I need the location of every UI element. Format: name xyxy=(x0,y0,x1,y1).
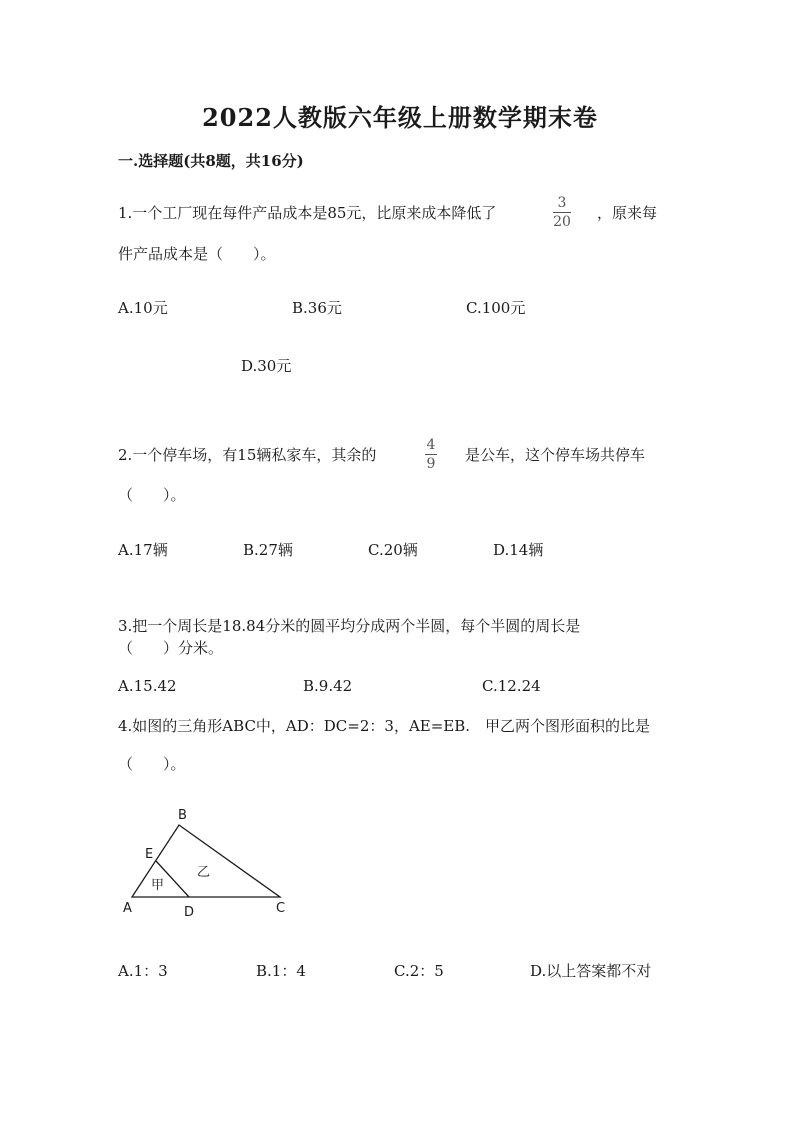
q1-fraction xyxy=(553,195,571,230)
label-d: D xyxy=(184,905,195,920)
q1-text-line1: 1.一个工厂现在每件产品成本是85元，比原来成本降低了 xyxy=(118,204,497,222)
label-c: C xyxy=(276,901,286,916)
q2-fraction xyxy=(425,437,437,472)
q4-text-line2: （ ）。 xyxy=(118,755,186,773)
q1-fraction-denominator: 20 xyxy=(553,214,571,230)
q1-option-d[interactable]: D.30元 xyxy=(241,357,292,375)
q1-text-line1-tail: ，原来每 xyxy=(597,204,658,222)
q2-text-line1-tail: 是公车，这个停车场共停车 xyxy=(465,446,646,464)
q4-option-d[interactable]: D.以上答案都不对 xyxy=(530,962,652,980)
q4-text-line1: 4.如图的三角形ABC中，AD：DC=2：3，AE=EB. 甲乙两个图形面积的比是 xyxy=(118,717,651,735)
q4-option-c[interactable]: C.2：5 xyxy=(394,962,444,980)
label-b: B xyxy=(178,808,187,823)
q2-option-d[interactable]: D.14辆 xyxy=(493,541,544,559)
q2-option-a[interactable]: A.17辆 xyxy=(118,541,168,559)
q3-option-b[interactable]: B.9.42 xyxy=(303,677,353,695)
q1-text-line2: 件产品成本是（ ）。 xyxy=(118,245,276,263)
page-title: 2022人教版六年级上册数学期末卷 xyxy=(202,103,598,132)
q4-option-a[interactable]: A.1：3 xyxy=(118,962,168,980)
section-heading: 一.选择题(共8题，共16分) xyxy=(118,152,304,170)
label-e: E xyxy=(145,847,154,862)
triangle-figure xyxy=(112,800,312,929)
q1-fraction-numerator: 3 xyxy=(557,195,567,211)
region-jia-label: 甲 xyxy=(151,878,165,893)
q1-option-b[interactable]: B.36元 xyxy=(292,299,342,317)
q3-option-c[interactable]: C.12.24 xyxy=(482,677,541,695)
q2-option-c[interactable]: C.20辆 xyxy=(368,541,418,559)
q2-fraction-numerator: 4 xyxy=(426,437,436,453)
q4-option-b[interactable]: B.1：4 xyxy=(256,962,306,980)
q2-text-line2: （ ）。 xyxy=(118,486,186,504)
triangle-diagram xyxy=(112,800,312,925)
q1-option-c[interactable]: C.100元 xyxy=(466,299,526,317)
label-a: A xyxy=(123,901,132,916)
q2-fraction-bar xyxy=(425,454,437,455)
q2-fraction-denominator: 9 xyxy=(426,456,436,472)
q3-text-line2: （ ）分米。 xyxy=(118,639,224,657)
q1-fraction-bar xyxy=(553,212,571,213)
q3-option-a[interactable]: A.15.42 xyxy=(118,677,177,695)
q2-option-b[interactable]: B.27辆 xyxy=(243,541,293,559)
region-yi-label: 乙 xyxy=(197,865,211,880)
q2-text-line1: 2.一个停车场，有15辆私家车，其余的 xyxy=(118,446,377,464)
q3-text-line1: 3.把一个周长是18.84分米的圆平均分成两个半圆，每个半圆的周长是 xyxy=(118,617,581,635)
q1-option-a[interactable]: A.10元 xyxy=(118,299,168,317)
